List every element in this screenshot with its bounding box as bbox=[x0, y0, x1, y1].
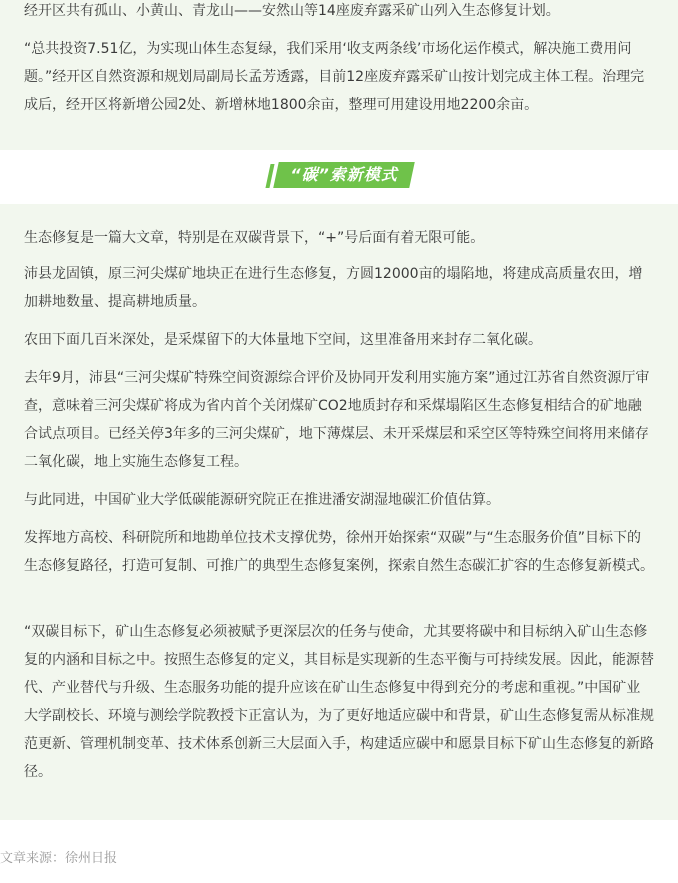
paragraph: 发挥地方高校、科研院所和地勘单位技术支撑优势，徐州开始探索“双碳”与“生态服务价值”目标下的生态修复路径，打造可复制、可推广的典型生态修复案例，探索自然生态碳汇扩容的生态修复新模式。 bbox=[24, 530, 654, 574]
paragraph: 与此同进，中国矿业大学低碳能源研究院正在推进潘安湖湿地碳汇价值估算。 bbox=[24, 492, 500, 508]
section-header bbox=[0, 150, 678, 204]
article-source: 文章来源：徐州日报 bbox=[0, 851, 118, 866]
paragraph: 去年9月，沛县“三河尖煤矿特殊空间资源综合评价及协同开发利用实施方案”通过江苏省自然资源厅审查，意味着三河尖煤矿将成为省内首个关闭煤矿CO2地质封存和采煤塌陷区生态修复相结合的矿地融合试点项目。已经关停3年多的三河尖煤矿，地下薄煤层、未开采煤层和采空区等特殊空间将用来储存二氧化碳，地上实施生态修复工程。 bbox=[24, 370, 650, 470]
section-header-badge bbox=[268, 162, 413, 190]
paragraph: “总共投资7.51亿，为实现山体生态复绿，我们采用‘收支两条线’市场化运作模式，解决施工费用问题。”经开区自然资源和规划局副局长孟芳透露，目前12座废弃露采矿山按计划完成主体工程。治理完成后，经开区将新增公园2处、新增林地1800余亩，整理可用建设用地2200余亩。 bbox=[24, 41, 645, 113]
paragraph: 经开区共有孤山、小黄山、青龙山——安然山等14座废弃露采矿山列入生态修复计划。 bbox=[24, 3, 560, 19]
paragraph: “双碳目标下，矿山生态修复必须被赋予更深层次的任务与使命，尤其要将碳中和目标纳入矿山生态修复的内涵和目标之中。按照生态修复的定义，其目标是实现新的生态平衡与可持续发展。因此，能源替代、产业替代与升级、生态服务功能的提升应该在矿山生态修复中得到充分的考虑和重视。”中国矿业大学副校长、环境与测绘学院教授卞正富认为，为了更好地适应碳中和背景，矿山生态修复需从标准规范更新、管理机制变革、技术体系创新三大层面入手，构建适应碳中和愿景目标下矿山生态修复的新路径。 bbox=[24, 624, 654, 780]
paragraph: 生态修复是一篇大文章，特别是在双碳背景下，“+”号后面有着无限可能。 bbox=[24, 230, 485, 246]
paragraph: 农田下面几百米深处，是采煤留下的大体量地下空间，这里准备用来封存二氧化碳。 bbox=[24, 332, 542, 348]
paragraph: 沛县龙固镇，原三河尖煤矿地块正在进行生态修复，方圆12000亩的塌陷地，将建成高质量农田，增加耕地数量、提高耕地质量。 bbox=[24, 266, 643, 310]
section-title: “碳”索新模式 bbox=[290, 165, 398, 184]
